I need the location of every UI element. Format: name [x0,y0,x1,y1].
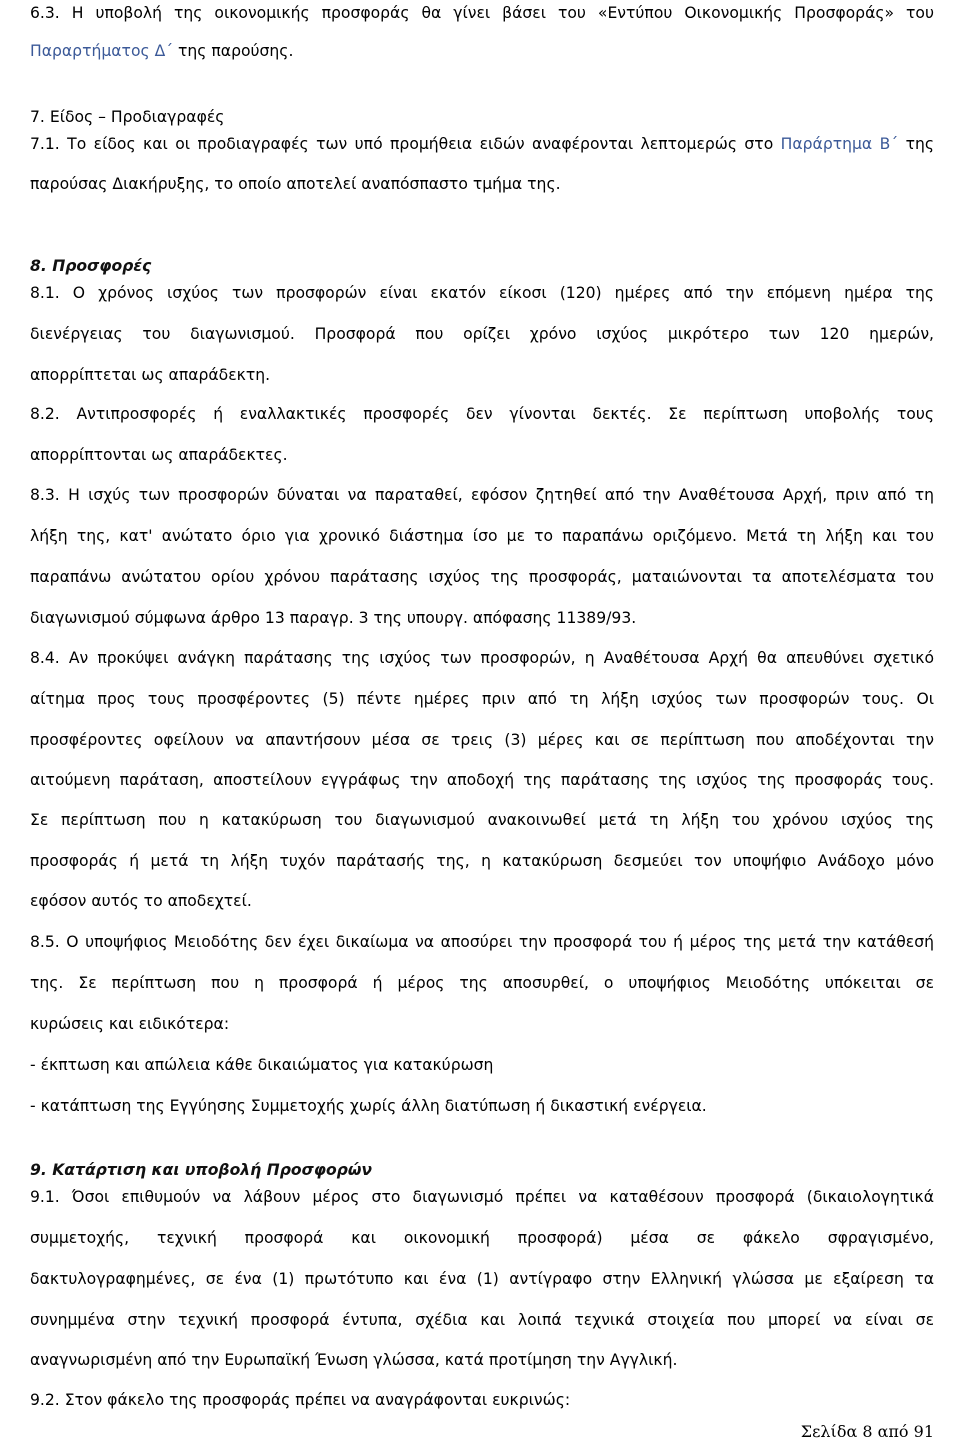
section-7-1-line-2: παρούσας Διακήρυξης, το οποίο αποτελεί αναπόσπαστο τμήμα της. [30,175,561,193]
section-8-heading: 8. Προσφορές [30,257,152,275]
section-6-3-line-2-text: της παρούσης. [173,42,294,60]
section-8-1-line-1: 8.1. Ο χρόνος ισχύος των προσφορών είναι εκατόν είκοσι (120) ημέρες από την επόμενη ημέρα της [30,284,934,302]
section-8-1-line-2: διενέργειας του διαγωνισμού. Προσφορά που ορίζει χρόνο ισχύος μικρότερο των 120 ημερών, [30,325,934,343]
section-9-1-line-4: συνημμένα στην τεχνική προσφορά έντυπα, σχέδια και λοιπά τεχνικά στοιχεία που μπορεί να είναι σε [30,1311,934,1329]
section-8-4-line-5: Σε περίπτωση που η κατακύρωση του διαγωνισμού ανακοινωθεί μετά τη λήξη του χρόνου ισχύος της [30,811,934,829]
section-9-1-line-1: 9.1. Όσοι επιθυμούν να λάβουν μέρος στο διαγωνισμό πρέπει να καταθέσουν προσφορά (δικαιολογητικά [30,1188,934,1206]
section-8-4-line-3: προσφέροντες οφείλουν να απαντήσουν μέσα σε τρεις (3) μέρες και σε περίπτωση που αποδέχονται την [30,731,934,749]
section-8-2-line-1: 8.2. Αντιπροσφορές ή εναλλακτικές προσφορές δεν γίνονται δεκτές. Σε περίπτωση υποβολής τους [30,405,934,423]
section-8-5-bullet-1: - έκπτωση και απώλεια κάθε δικαιώματος για κατακύρωση [30,1056,494,1074]
section-8-5-line-3: κυρώσεις και ειδικότερα: [30,1015,230,1033]
section-8-4-line-7: εφόσον αυτός το αποδεχτεί. [30,892,252,910]
section-8-5-line-2: της. Σε περίπτωση που η προσφορά ή μέρος της αποσυρθεί, ο υποψήφιος Μειοδότης υπόκειται σε [30,974,934,992]
section-8-2-line-2: απορρίπτονται ως απαράδεκτες. [30,446,288,464]
section-9-1-line-3: δακτυλογραφημένες, σε ένα (1) πρωτότυπο και ένα (1) αντίγραφο στην Ελληνική γλώσσα με εξαίρεση τα [30,1270,934,1288]
section-9-heading: 9. Κατάρτιση και υποβολή Προσφορών [30,1161,372,1179]
section-7-1-text: 7.1. Το είδος και οι προδιαγραφές των υπό προμήθεια ειδών αναφέρονται λεπτομερώς στο [30,135,781,153]
section-8-4-line-1: 8.4. Αν προκύψει ανάγκη παράτασης της ισχύος των προσφορών, η Αναθέτουσα Αρχή θα απευθύνει σχετικό [30,649,934,667]
section-8-3-line-2: λήξη της, κατ' ανώτατο όριο για χρονικό διάστημα ίσο με το παραπάνω οριζόμενο. Μετά τη λήξη και του [30,527,934,545]
section-8-3-line-3: παραπάνω ανώτατου ορίου χρόνου παράτασης ισχύος της προσφοράς, ματαιώνονται τα αποτελέσματα του [30,568,934,586]
section-8-5-line-1: 8.5. Ο υποψήφιος Μειοδότης δεν έχει δικαίωμα να αποσύρει την προσφορά του ή μέρος της μετά την κατάθεσή [30,933,934,951]
section-8-5-bullet-2: - κατάπτωση της Εγγύησης Συμμετοχής χωρίς άλλη διατύπωση ή δικαστική ενέργεια. [30,1097,707,1115]
section-8-1-line-3: απορρίπτεται ως απαράδεκτη. [30,366,271,384]
page-number: Σελίδα 8 από 91 [800,1422,934,1441]
section-8-4-line-2: αίτημα προς τους προσφέροντες (5) πέντε ημέρες πριν από τη λήξη ισχύος των προσφορών τους. Οι [30,690,934,708]
section-8-3-line-4: διαγωνισμού σύμφωνα άρθρο 13 παραγρ. 3 της υπουργ. απόφασης 11389/93. [30,609,637,627]
section-9-1-line-2: συμμετοχής, τεχνική προσφορά και οικονομική προσφορά) μέσα σε φάκελο σφραγισμένο, [30,1229,934,1247]
annex-b-reference: Παράρτημα Β΄ [780,135,899,153]
section-8-3-line-1: 8.3. Η ισχύς των προσφορών δύναται να παραταθεί, εφόσον ζητηθεί από την Αναθέτουσα Αρχή, πριν από τη [30,486,934,504]
section-7-1-line-1 [30,133,934,155]
section-6-3-line-1: 6.3. Η υποβολή της οικονομικής προσφοράς θα γίνει βάσει του «Εντύπου Οικονομικής Προσφοράς» του [30,4,934,22]
section-6-3-line-2 [30,40,934,62]
section-8-4-line-4: αιτούμενη παράταση, αποστείλουν εγγράφως την αποδοχή της παράτασης της ισχύος της προσφοράς τους. [30,771,934,789]
section-9-2-line-1: 9.2. Στον φάκελο της προσφοράς πρέπει να αναγράφονται ευκρινώς: [30,1391,571,1409]
section-9-1-line-5: αναγνωρισμένη από την Ευρωπαϊκή Ένωση γλώσσα, κατά προτίμηση την Αγγλική. [30,1351,678,1369]
section-7-1-text-end: της [898,135,934,153]
section-8-4-line-6: προσφοράς ή μετά τη λήξη τυχόν παράτασής της, η κατακύρωση δεσμεύει τον υποψήφιο Ανάδοχο μόνο [30,852,934,870]
section-7-heading: 7. Είδος – Προδιαγραφές [30,108,225,126]
annex-d-reference: Παραρτήματος Δ΄ [30,42,174,60]
